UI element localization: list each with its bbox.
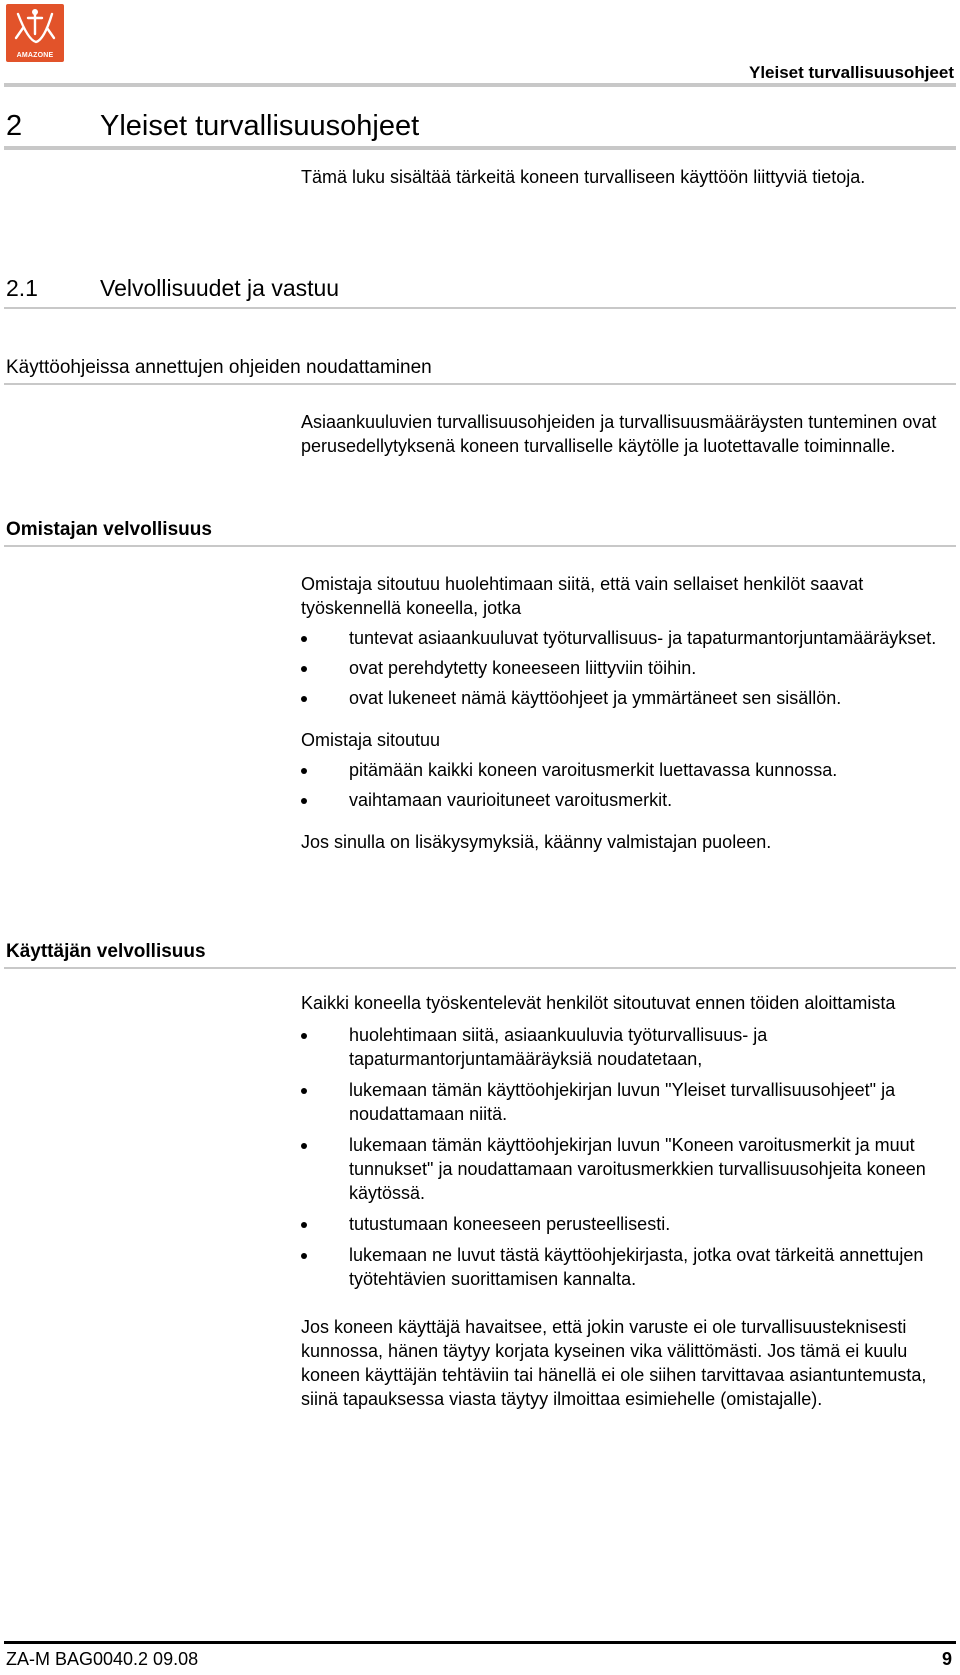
amazone-logo — [6, 4, 64, 62]
logo-text: AMAZONE — [16, 52, 54, 59]
list-item: ovat lukeneet nämä käyttöohjeet ja ymmärtäneet sen sisällön. — [301, 686, 941, 710]
owner-heading: Omistajan velvollisuus — [6, 519, 212, 540]
section-heading — [6, 274, 339, 302]
list-item: lukemaan tämän käyttöohjekirjan luvun "Yleiset turvallisuusohjeet" ja noudattamaan niitä. — [301, 1078, 941, 1126]
bullet-icon — [301, 1222, 307, 1228]
user-closing: Jos koneen käyttäjä havaitsee, että jokin varuste ei ole turvallisuusteknisesti kunnossa, hänen täytyy korjata kyseinen vika välittömästi. Jos tämä ei kuulu koneen käyttäjän tehtäviin tai hänellä ei ole siihen tarvittavaa asiantuntemusta, siinä tapauksessa viasta täytyy ilmoittaa esimiehelle (omistajalle). — [301, 1317, 927, 1409]
chapter-intro: Tämä luku sisältää tärkeitä koneen turvalliseen käyttöön liittyviä tietoja. — [301, 167, 866, 187]
list-item: lukemaan tämän käyttöohjekirjan luvun "Koneen varoitusmerkit ja muut tunnukset" ja noudattamaan varoitusmerkkien turvallisuusohjeita koneen käytössä. — [301, 1133, 941, 1205]
user-section — [301, 991, 941, 1411]
bullet-icon — [301, 1253, 307, 1259]
list-item: vaihtamaan vaurioituneet varoitusmerkit. — [301, 788, 941, 812]
page-number: 9 — [941, 1649, 952, 1669]
bullet-icon — [301, 1033, 307, 1039]
user-heading: Käyttäjän velvollisuus — [6, 941, 206, 962]
owner-intro: Omistaja sitoutuu huolehtimaan siitä, että vain sellaiset henkilöt saavat työskennellä koneella, jotka — [301, 574, 864, 618]
instructions-divider — [4, 383, 956, 385]
section-divider — [4, 307, 956, 309]
footer-divider — [4, 1641, 956, 1644]
instructions-heading: Käyttöohjeissa annettujen ohjeiden noudattaminen — [6, 357, 432, 378]
chapter-number: 2 — [6, 110, 23, 142]
chapter-divider — [4, 146, 956, 150]
owner-section — [301, 572, 941, 854]
user-bullet-list — [301, 1023, 941, 1291]
list-item: tutustumaan koneeseen perusteellisesti. — [301, 1212, 941, 1236]
list-item: lukemaan ne luvut tästä käyttöohjekirjasta, jotka ovat tärkeitä annettujen työtehtävien suorittamisen kannalta. — [301, 1243, 941, 1291]
bullet-icon — [301, 696, 307, 702]
user-divider — [4, 967, 956, 969]
chapter-heading — [6, 109, 419, 143]
header-divider — [4, 83, 956, 87]
list-item: tuntevat asiaankuuluvat työturvallisuus- ja tapaturmantorjuntamääräykset. — [301, 626, 941, 650]
chapter-title: Yleiset turvallisuusohjeet — [100, 110, 420, 142]
bullet-icon — [301, 636, 307, 642]
list-item: pitämään kaikki koneen varoitusmerkit luettavassa kunnossa. — [301, 758, 941, 782]
owner-closing: Jos sinulla on lisäkysymyksiä, käänny valmistajan puoleen. — [301, 832, 772, 852]
owner-bullet-list-2 — [301, 758, 941, 812]
list-item: huolehtimaan siitä, asiaankuuluvia työturvallisuus- ja tapaturmantorjuntamääräyksiä noudatetaan, — [301, 1023, 941, 1071]
instructions-text: Asiaankuuluvien turvallisuusohjeiden ja turvallisuusmääräysten tunteminen ovat perusedellytyksenä koneen turvalliselle käytölle ja luotettavalle toiminnalle. — [301, 412, 937, 456]
owner-intro-2: Omistaja sitoutuu — [301, 730, 441, 750]
user-intro: Kaikki koneella työskentelevät henkilöt sitoutuvat ennen töiden aloittamista — [301, 993, 896, 1013]
logo-emblem-icon — [6, 4, 64, 50]
bullet-icon — [301, 666, 307, 672]
bullet-icon — [301, 1143, 307, 1149]
section-number: 2.1 — [6, 275, 38, 301]
bullet-icon — [301, 798, 307, 804]
running-header-title: Yleiset turvallisuusohjeet — [748, 63, 954, 82]
bullet-icon — [301, 1088, 307, 1094]
section-title: Velvollisuudet ja vastuu — [100, 275, 340, 301]
bullet-icon — [301, 768, 307, 774]
owner-bullet-list-1 — [301, 626, 941, 710]
list-item: ovat perehdytetty koneeseen liittyviin töihin. — [301, 656, 941, 680]
document-code: ZA-M BAG0040.2 09.08 — [6, 1649, 199, 1669]
owner-divider — [4, 545, 956, 547]
